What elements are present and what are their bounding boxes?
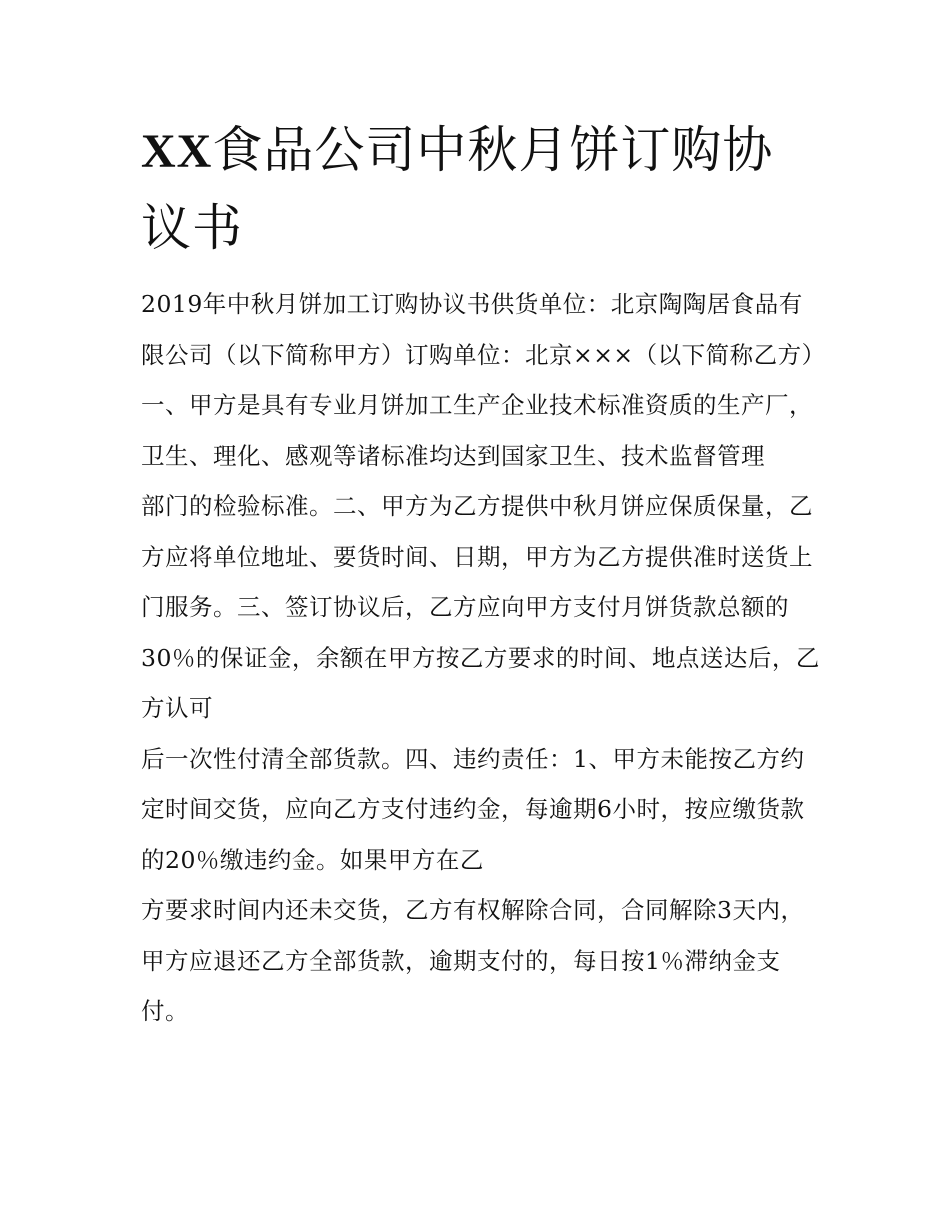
title-prefix: XX: [141, 125, 213, 178]
document-body: [141, 279, 821, 1037]
paragraph-1: 2019年中秋月饼加工订购协议书供货单位：北京陶陶居食品有限公司（以下简称甲方）订购单位：北京×××（以下简称乙方）一、甲方是具有专业月饼加工生产企业技术标准资质的生产厂，卫生、理化、感观等诸标准均达到国家卫生、技术监督管理: [141, 290, 814, 470]
title-text: 食品公司中秋月饼订购协议书: [141, 121, 774, 257]
paragraph-4: 方要求时间内还未交货，乙方有权解除合同，合同解除3天内，甲方应退还乙方全部货款，逾期支付的，每日按1％滞纳金支付。: [141, 896, 805, 1025]
paragraph-2: 部门的检验标准。二、甲方为乙方提供中秋月饼应保质保量，乙方应将单位地址、要货时间、日期，甲方为乙方提供准时送货上门服务。三、签订协议后，乙方应向甲方支付月饼货款总额的30％的保证金，余额在甲方按乙方要求的时间、地点送达后，乙方认可: [141, 492, 820, 722]
document-title: [141, 112, 821, 267]
paragraph-3: 后一次性付清全部货款。四、违约责任：1、甲方未能按乙方约定时间交货，应向乙方支付违约金，每逾期6小时，按应缴货款的20％缴违约金。如果甲方在乙: [141, 744, 805, 874]
